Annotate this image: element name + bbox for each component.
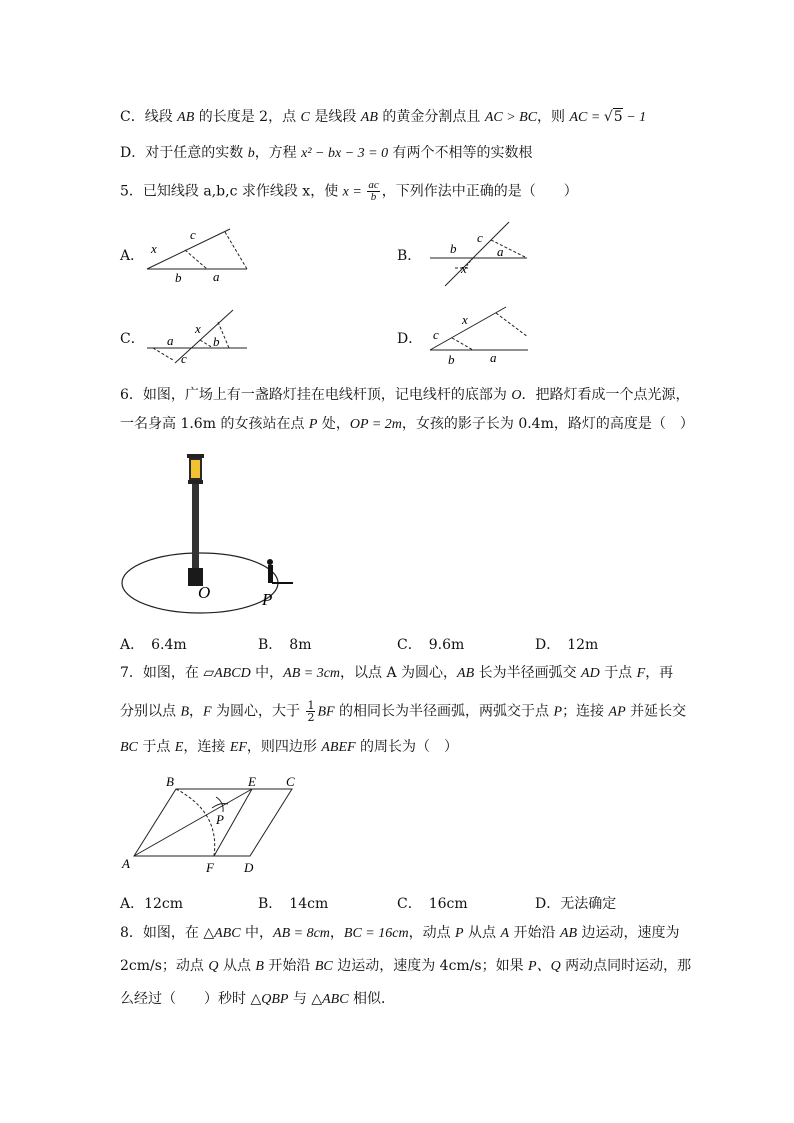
text: 7．如图，在 <box>120 665 204 681</box>
text: 长为半径画弧交 <box>474 665 582 681</box>
math: P、Q <box>528 959 561 974</box>
text: 开始沿 <box>263 958 315 974</box>
q6-street-lamp-figure <box>118 450 308 615</box>
q6-option-a: A． 6.4m <box>120 637 187 653</box>
label-b: B <box>166 774 174 789</box>
math: O <box>511 388 522 403</box>
label-a: a <box>213 269 220 284</box>
text: 于点 <box>137 739 175 755</box>
q8-stem-line2 <box>120 956 692 977</box>
label-d: D <box>244 860 254 875</box>
text: 从点 <box>463 925 501 941</box>
text: 的周长为（ ） <box>355 739 459 755</box>
label-b: b <box>450 241 457 256</box>
label-c: c <box>190 227 196 242</box>
q6-option-b: B． 8m <box>258 637 312 653</box>
text: 中， <box>250 665 284 681</box>
math: BC <box>314 959 333 974</box>
text: 一名身高 1.6m 的女孩站在点 <box>120 416 309 432</box>
label-b: b <box>213 334 220 349</box>
math: A <box>500 926 510 941</box>
text: ，方程 <box>254 145 302 161</box>
text: 有两个不相等的实数根 <box>388 145 533 161</box>
math: B <box>180 704 190 720</box>
math: E <box>174 740 184 755</box>
math: AC = <box>569 110 604 125</box>
q6-stem-line2 <box>120 414 694 435</box>
label-a: a <box>167 333 174 348</box>
text: 的黄金分割点且 <box>377 109 485 125</box>
q5-option-d: D． <box>397 331 423 347</box>
label-x: x <box>462 312 468 327</box>
math: − 1 <box>622 110 647 125</box>
math: BC <box>120 740 138 755</box>
math: △ABC <box>203 926 241 941</box>
math: F <box>636 666 646 681</box>
text: 边运动，速度为 4cm/s；如果 <box>332 958 529 974</box>
text: ，连接 <box>183 739 230 755</box>
math: Q <box>208 959 219 974</box>
q7-stem-line2 <box>120 699 687 724</box>
math: AB <box>457 666 475 681</box>
text: 2cm/s；动点 <box>120 958 209 974</box>
math: b <box>247 146 255 161</box>
math: P <box>455 926 464 941</box>
q6-option-c: C． 9.6m <box>397 637 465 653</box>
label-p: P <box>262 590 273 609</box>
text: 相似． <box>348 991 396 1007</box>
text: 么经过（ ）秒时 <box>120 991 251 1007</box>
q4-option-d <box>120 143 680 164</box>
text: 边运动，速度为 <box>577 925 680 941</box>
math: EF <box>229 740 247 755</box>
q6-option-d: D． 12m <box>535 637 599 653</box>
math: P <box>553 704 563 720</box>
math: x = <box>342 184 366 200</box>
text: 处， <box>317 416 350 432</box>
text: 5．已知线段 a,b,c 求作线段 x，使 <box>120 183 343 200</box>
text: 的相同长为半径画弧，两弧交于点 <box>334 703 554 720</box>
text: ，下列作法中正确的是（ ） <box>381 183 578 200</box>
text: D．对于任意的实数 <box>120 145 248 161</box>
frac-num: 1 <box>307 699 315 712</box>
math: AD <box>581 666 600 681</box>
math: F <box>203 704 212 720</box>
math: BC = 16cm <box>343 926 409 941</box>
label-x: x <box>195 321 201 336</box>
q7-stem-line3 <box>120 737 680 758</box>
q7-stem-line1 <box>120 663 680 684</box>
math: AP <box>608 704 626 720</box>
math: ▱ABCD <box>203 666 251 681</box>
text: 6．如图，广场上有一盏路灯挂在电线杆顶，记电线杆的底部为 <box>120 387 512 403</box>
text: ．把路灯看成一个点光源， <box>521 387 690 403</box>
text: ， <box>329 925 344 941</box>
math: △ABC <box>311 992 349 1007</box>
q7-parallelogram-figure <box>120 772 320 880</box>
math: AC > BC <box>484 110 538 125</box>
label-a: A <box>122 856 130 871</box>
text: 与 <box>288 991 312 1007</box>
label-b: b <box>175 270 182 285</box>
math: AB <box>559 926 578 941</box>
q5-option-a: A． <box>120 248 145 264</box>
q5-option-b: B． <box>397 248 422 264</box>
label-c: c <box>181 351 187 366</box>
text: 从点 <box>218 958 256 974</box>
text: ，则 <box>537 109 570 125</box>
math: 5 <box>613 109 623 125</box>
q8-stem-line1 <box>120 923 680 944</box>
q5-option-c: C． <box>120 331 145 347</box>
q5-stem <box>120 180 680 203</box>
q8-stem-line3 <box>120 989 680 1010</box>
q7-option-d: D．无法确定 <box>535 896 617 912</box>
label-c: c <box>433 327 439 342</box>
q5-figure-b <box>425 220 535 290</box>
math: OP = 2m <box>349 417 402 432</box>
math: AB <box>177 110 195 125</box>
label-f: F <box>206 860 214 875</box>
math: BF <box>317 704 335 720</box>
text: 分别以点 <box>120 703 181 720</box>
text: ；连接 <box>562 703 609 720</box>
q7-option-a: A．12cm <box>120 896 184 912</box>
math: AB = 3cm <box>283 666 341 681</box>
text: C．线段 <box>120 109 178 125</box>
q5-figure-c <box>145 308 255 370</box>
frac-den: b <box>370 191 377 203</box>
q4-option-c: C．线段 AB 的长度是 2，点 C 是线段 AB 的黄金分割点且 AC > BC，则 AC = √5 − 1 <box>120 109 647 125</box>
math: C <box>300 110 310 125</box>
label-x: x <box>461 261 467 276</box>
text: 开始沿 <box>509 925 560 941</box>
q6-stem-line1 <box>120 385 690 406</box>
label-a: a <box>490 350 497 365</box>
text: ， <box>189 703 204 720</box>
label-p: P <box>216 812 224 827</box>
math: B <box>255 959 264 974</box>
text: 8．如图，在 <box>120 925 204 941</box>
label-x: x <box>151 241 157 256</box>
text: 于点 <box>599 665 637 681</box>
q5-figure-d <box>428 305 533 367</box>
math: AB = 8cm <box>273 926 330 941</box>
math: x² − bx − 3 = 0 <box>301 146 389 161</box>
frac-den: 2 <box>307 711 315 724</box>
math: AB <box>360 110 378 125</box>
text: ，女孩的影子长为 0.4m，路灯的高度是（ ） <box>401 416 694 432</box>
text: 并延长交 <box>625 703 687 720</box>
q5-figure-a <box>145 225 255 285</box>
text: 是线段 <box>309 109 361 125</box>
math: ABEF <box>321 740 356 755</box>
text: 中， <box>240 925 274 941</box>
text: ，则四边形 <box>246 739 322 755</box>
frac-num: ac <box>368 179 379 191</box>
label-e: E <box>248 774 256 789</box>
text: 的长度是 2，点 <box>194 109 301 125</box>
text: ，动点 <box>408 925 456 941</box>
q7-option-b: B． 14cm <box>258 896 329 912</box>
text: 为圆心，大于 <box>211 703 305 720</box>
text: 两动点同时运动，那 <box>560 958 692 974</box>
math: P <box>308 417 318 432</box>
text: ，再 <box>645 665 674 681</box>
label-o: O <box>198 583 211 602</box>
text: ，以点 A 为圆心， <box>340 665 458 681</box>
label-c: C <box>286 774 295 789</box>
math: △QBP <box>250 992 289 1007</box>
label-b: b <box>448 352 455 367</box>
label-c: c <box>477 230 483 245</box>
label-a: a <box>497 244 504 259</box>
q7-option-c: C． 16cm <box>397 896 468 912</box>
